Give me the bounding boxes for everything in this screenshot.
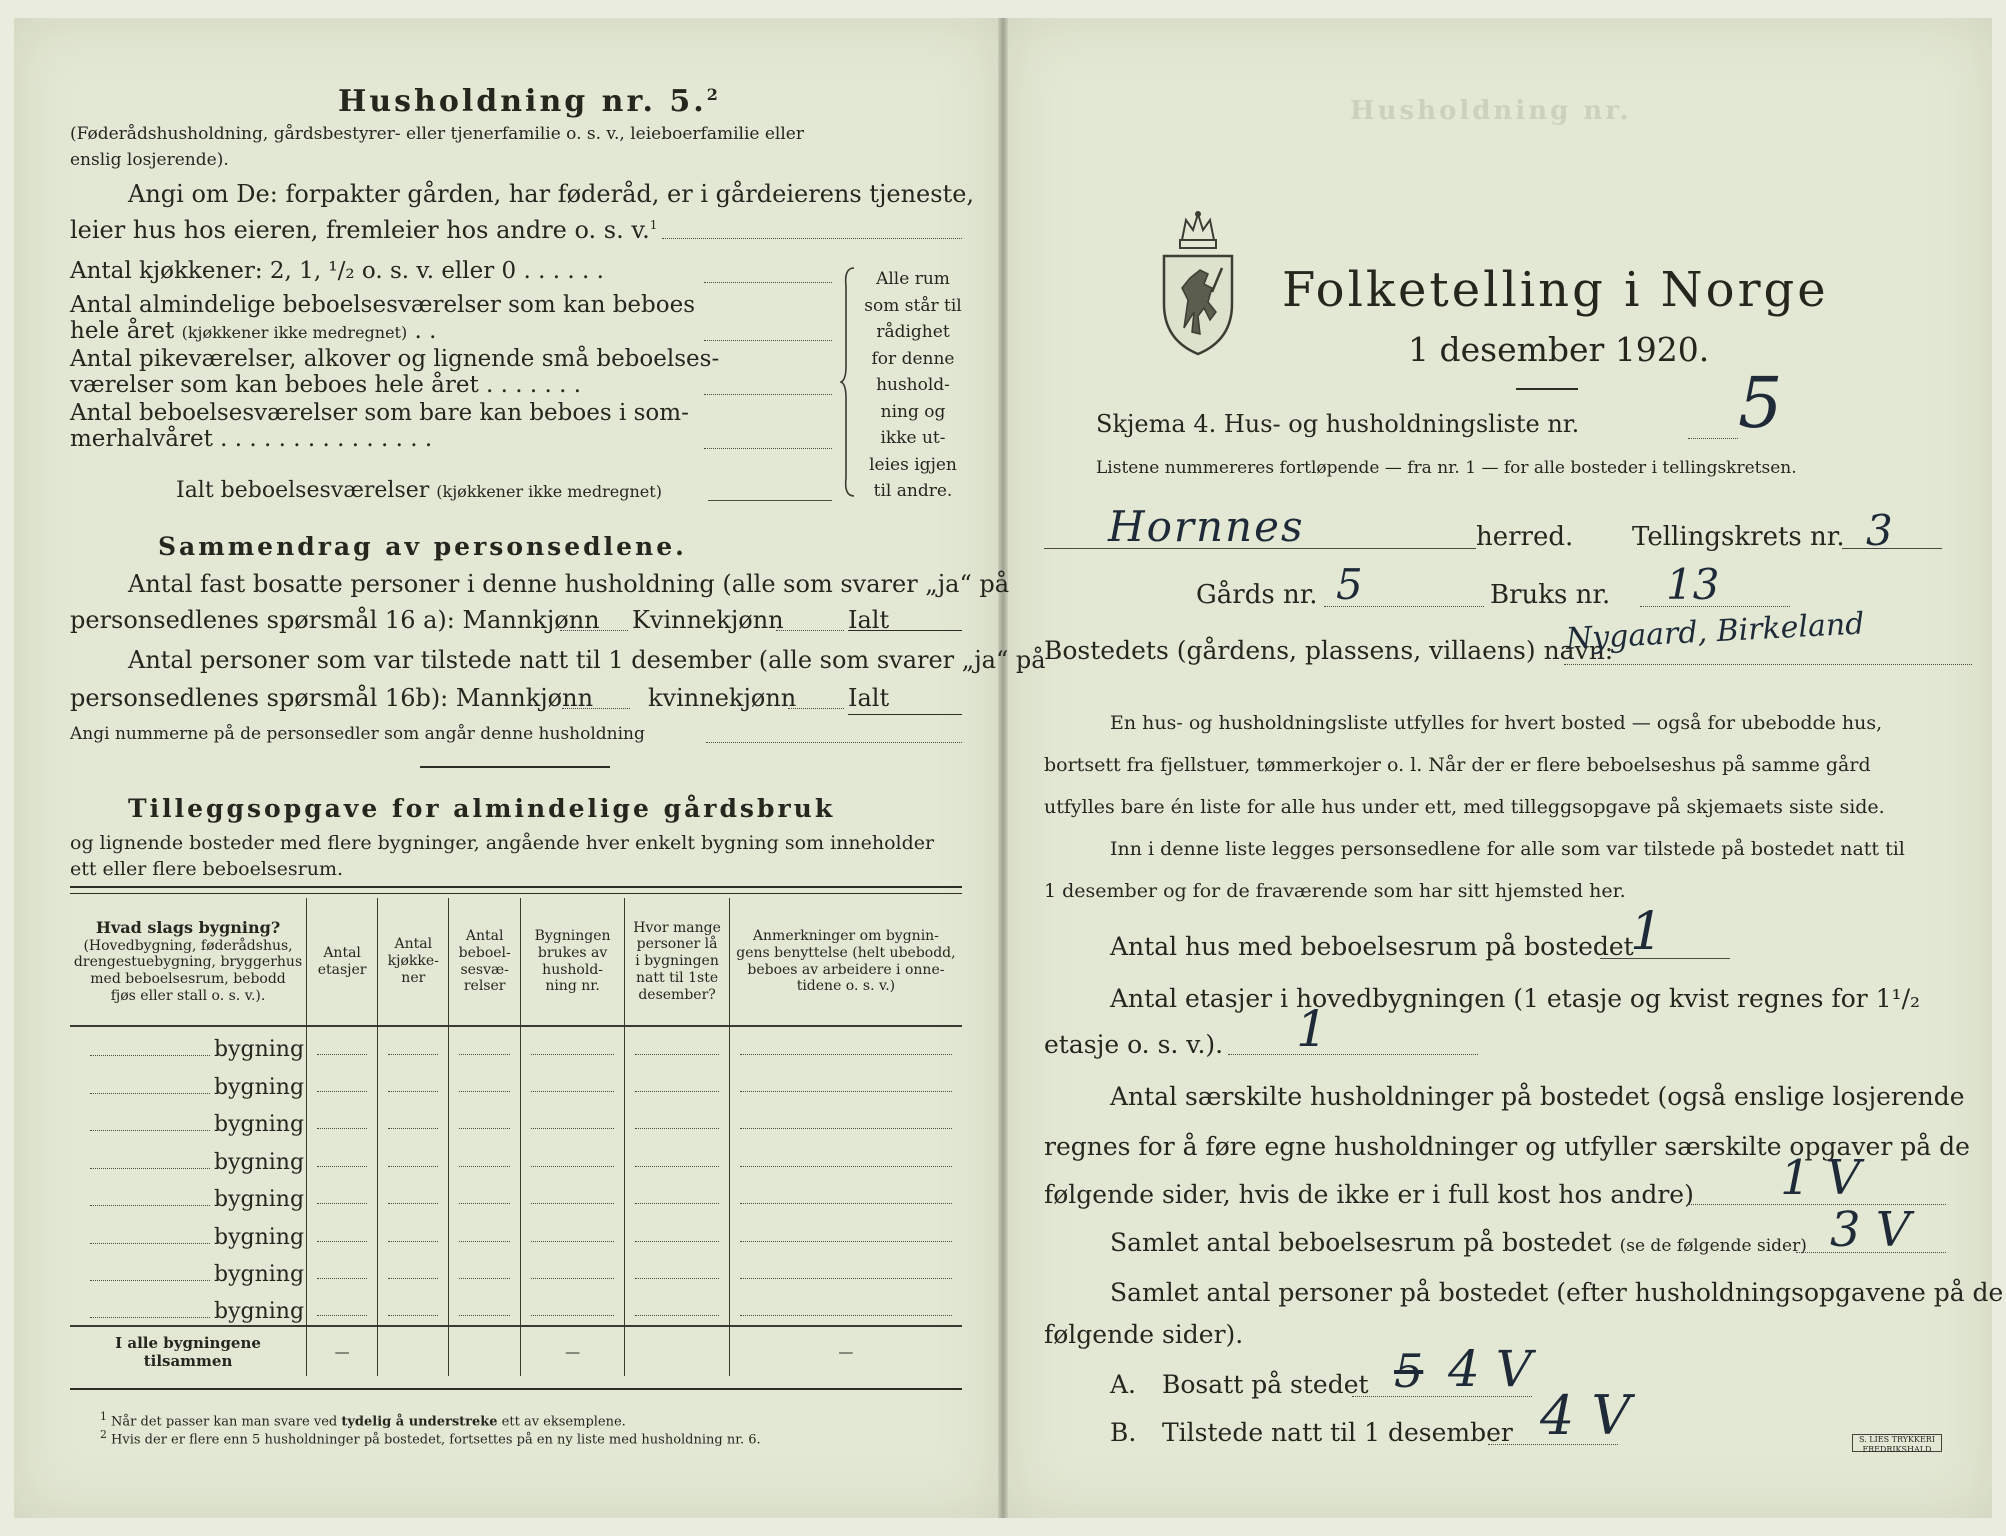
fast-mann-line[interactable] — [560, 630, 628, 631]
cell-answer-line[interactable] — [531, 1241, 614, 1242]
a-label: Bosatt på stedet — [1162, 1370, 1369, 1399]
header-text: Antal — [323, 944, 361, 961]
somm-label-1: Antal beboelsesværelser som bare kan beboes i som- — [70, 400, 689, 426]
cell-answer-line[interactable] — [459, 1166, 509, 1167]
numre-label: Angi nummerne på de personsedler som angår denne husholdning — [70, 724, 645, 744]
bruks-label: Bruks nr. — [1490, 580, 1611, 610]
skjema-label: Skjema 4. Hus- og husholdningsliste nr. — [1096, 410, 1580, 438]
gards-answer-line[interactable] — [1324, 606, 1484, 607]
header-text: ner — [401, 969, 426, 986]
header-text: brukes av — [537, 944, 608, 961]
b-value: 4 V — [1540, 1384, 1631, 1447]
table-row — [70, 1289, 962, 1327]
para1-line-3: utfylles bare én liste for alle hus under ett, med tilleggsopgave på skjemaets siste side. — [1044, 796, 1885, 818]
alm-answer-line[interactable] — [704, 340, 832, 341]
cell-answer-line[interactable] — [317, 1054, 367, 1055]
bygning-label: bygning — [214, 1224, 305, 1250]
table-cell[interactable] — [625, 1176, 730, 1214]
kjokkener-answer-line[interactable] — [704, 282, 832, 283]
table-cell[interactable] — [520, 1101, 624, 1139]
bygning-answer-line[interactable] — [90, 1317, 210, 1318]
table-header-cell — [520, 898, 624, 1026]
folketelling-date: 1 desember 1920. — [1408, 330, 1710, 369]
table-cell[interactable] — [625, 1101, 730, 1139]
bosted-label: Bostedets (gårdens, plassens, villaens) navn: — [1044, 636, 1614, 665]
table-cell[interactable] — [729, 1064, 962, 1102]
bygning-answer-line[interactable] — [90, 1243, 210, 1244]
table-header-cell — [625, 898, 730, 1026]
total-dash: — — [520, 1326, 624, 1376]
side-note-line: for denne — [871, 348, 955, 369]
bygning-answer-line[interactable] — [90, 1055, 210, 1056]
cell-answer-line[interactable] — [740, 1054, 952, 1055]
cell-answer-line[interactable] — [740, 1203, 952, 1204]
para2-line-2: 1 desember og for de fraværende som har sitt hjemsted her. — [1044, 880, 1626, 902]
table-top-rule — [70, 886, 962, 888]
cell-answer-line[interactable] — [531, 1091, 614, 1092]
bygning-answer-line[interactable] — [90, 1168, 210, 1169]
bosted-answer-line[interactable] — [1564, 664, 1972, 665]
total-dash: — — [729, 1326, 962, 1376]
cell-answer-line[interactable] — [317, 1091, 367, 1092]
etasjer-line-1: Antal etasjer i hovedbygningen (1 etasje og kvist regnes for 1¹/₂ — [1110, 984, 1921, 1013]
cell-answer-line[interactable] — [317, 1315, 367, 1316]
pike-label-1: Antal pikeværelser, alkover og lignende små beboelses- — [70, 346, 720, 372]
folketelling-title: Folketelling i Norge — [1282, 262, 1829, 318]
fast-ialt-line[interactable] — [848, 630, 962, 631]
table-cell[interactable] — [729, 1026, 962, 1064]
cell-answer-line[interactable] — [459, 1315, 509, 1316]
cell-answer-line[interactable] — [388, 1128, 438, 1129]
skjema-answer-line[interactable] — [1688, 438, 1738, 439]
table-cell[interactable] — [378, 1251, 449, 1289]
cell-answer-line[interactable] — [635, 1203, 719, 1204]
table-row — [70, 1026, 962, 1064]
bygning-type-cell[interactable] — [70, 1101, 307, 1139]
samlet-rum-answer-line[interactable] — [1796, 1252, 1946, 1253]
header-text: relser — [463, 978, 506, 995]
herred-answer-line[interactable] — [1044, 548, 1476, 549]
etasjer-answer-line[interactable] — [1228, 1054, 1478, 1055]
table-cell[interactable] — [449, 1176, 520, 1214]
intro-line-1: (Føderådshusholdning, gårdsbestyrer- eller tjenerfamilie o. s. v., leieboerfamilie eller — [70, 124, 804, 144]
header-text: fjøs eller stall o. s. v.). — [110, 987, 266, 1004]
herred-label: herred. — [1476, 522, 1574, 552]
total-cell[interactable] — [378, 1326, 449, 1376]
tilst-line-2a: personsedlenes spørsmål 16b): Mannkjønn — [70, 684, 594, 712]
table-header-cell — [449, 898, 520, 1026]
etasjer-line-2: etasje o. s. v.). — [1044, 1030, 1224, 1059]
table-cell[interactable] — [625, 1251, 730, 1289]
cell-answer-line[interactable] — [317, 1128, 367, 1129]
somm-label-2: merhalvåret . . . . . . . . . . . . . . . — [70, 426, 433, 452]
table-row — [70, 1101, 962, 1139]
table-row — [70, 1214, 962, 1252]
table-cell[interactable] — [378, 1101, 449, 1139]
hus-value: 1 — [1630, 902, 1664, 962]
gards-value: 5 — [1336, 560, 1363, 609]
header-text: Anmerkninger om bygnin- — [752, 927, 939, 944]
angi-answer-line[interactable] — [662, 238, 962, 239]
bygning-label: bygning — [214, 1187, 305, 1213]
side-note-line: ikke ut- — [880, 428, 946, 448]
table-cell[interactable] — [449, 1139, 520, 1177]
somm-answer-line[interactable] — [704, 448, 832, 449]
header-text: beboel- — [458, 944, 511, 961]
cell-answer-line[interactable] — [388, 1091, 438, 1092]
bygning-answer-line[interactable] — [90, 1205, 210, 1206]
hus-label: Antal hus med beboelsesrum på bostedet — [1110, 932, 1634, 961]
table-row — [70, 1176, 962, 1214]
table-cell[interactable] — [307, 1101, 378, 1139]
bygning-type-cell[interactable] — [70, 1289, 307, 1327]
header-text: hushold- — [542, 961, 604, 978]
cell-answer-line[interactable] — [388, 1241, 438, 1242]
table-cell[interactable] — [378, 1289, 449, 1327]
table-cell[interactable] — [307, 1064, 378, 1102]
cell-answer-line[interactable] — [635, 1166, 719, 1167]
listene-note: Listene nummereres fortløpende — fra nr. 1 — for alle bosteder i tellingskretsen. — [1096, 458, 1797, 478]
side-note-brace — [840, 266, 858, 498]
sarsk-line-1: Antal særskilte husholdninger på bostedet (også enslige losjerende — [1110, 1082, 1965, 1111]
table-cell[interactable] — [449, 1251, 520, 1289]
table-cell[interactable] — [520, 1289, 624, 1327]
table-cell[interactable] — [449, 1026, 520, 1064]
cell-answer-line[interactable] — [531, 1315, 614, 1316]
bygning-label: bygning — [214, 1074, 305, 1100]
header-text: Antal — [465, 927, 504, 944]
cell-answer-line[interactable] — [459, 1128, 509, 1129]
samlet-rum-label: Samlet antal beboelsesrum på bostedet (se de følgende sider) — [1110, 1228, 1807, 1257]
a-value: 4 V — [1448, 1340, 1532, 1398]
numre-answer-line[interactable] — [706, 742, 962, 743]
printer-stamp: S. LIES TRYKKERI FREDRIKSHALD — [1852, 1434, 1942, 1452]
alm-label-1: Antal almindelige beboelsesværelser som kan beboes — [70, 292, 696, 318]
table-cell[interactable] — [307, 1176, 378, 1214]
bosted-value: Nygaard, Birkeland — [1565, 606, 1866, 657]
header-text: gens benyttelse (helt ubebodd, — [736, 944, 956, 961]
table-header-cell — [70, 898, 307, 1026]
table-cell[interactable] — [625, 1214, 730, 1252]
bygning-type-cell[interactable] — [70, 1214, 307, 1252]
header-text: kjøkke- — [387, 953, 439, 970]
cell-answer-line[interactable] — [740, 1315, 952, 1316]
cell-answer-line[interactable] — [388, 1278, 438, 1279]
tilst-line-2c: Ialt — [848, 684, 890, 712]
tilst-line-1: Antal personer som var tilstede natt til 1 desember (alle som svarer „ja“ på — [128, 646, 1046, 674]
fast-line-2b: Kvinnekjønn — [632, 606, 784, 634]
tellingskrets-label: Tellingskrets nr. — [1632, 522, 1845, 552]
fast-line-2c: Ialt — [848, 606, 890, 634]
table-cell[interactable] — [378, 1214, 449, 1252]
table-cell[interactable] — [625, 1064, 730, 1102]
table-cell[interactable] — [729, 1139, 962, 1177]
header-text: Bygningen — [534, 927, 611, 944]
a-letter: A. — [1110, 1370, 1137, 1399]
cell-answer-line[interactable] — [635, 1128, 719, 1129]
tilst-line-2b: kvinnekjønn — [648, 684, 797, 712]
header-text: med beboelsesrum, bebodd — [90, 971, 286, 988]
cell-answer-line[interactable] — [317, 1166, 367, 1167]
bygning-type-cell[interactable] — [70, 1251, 307, 1289]
header-text: etasjer — [317, 961, 367, 978]
kjokkener-label: Antal kjøkkener: 2, 1, ¹/₂ o. s. v. eller 0 . . . . . . — [70, 258, 604, 284]
skjema-value: 5 — [1738, 362, 1783, 444]
table-cell[interactable] — [307, 1251, 378, 1289]
bygning-type-cell[interactable] — [70, 1176, 307, 1214]
cell-answer-line[interactable] — [635, 1241, 719, 1242]
bygning-type-cell[interactable] — [70, 1026, 307, 1064]
header-text: sesvæ- — [460, 961, 509, 978]
cell-answer-line[interactable] — [531, 1278, 614, 1279]
bygning-label: bygning — [214, 1112, 305, 1138]
sarsk-line-2: regnes for å føre egne husholdninger og utfyller særskilte opgaver på de — [1044, 1132, 1970, 1161]
cell-answer-line[interactable] — [459, 1241, 509, 1242]
herred-value: Hornnes — [1108, 502, 1305, 551]
footnote-1: $^1$ Når det passer kan man svare ved tydelig å understreke ett av eksemplene. — [100, 1410, 626, 1430]
norway-coat-of-arms-icon — [1160, 208, 1236, 358]
tilst-mann-line[interactable] — [562, 708, 630, 709]
table-cell[interactable] — [449, 1064, 520, 1102]
table-cell[interactable] — [378, 1064, 449, 1102]
table-cell[interactable] — [520, 1176, 624, 1214]
para1-line-2: bortsett fra fjellstuer, tømmerkojer o. l. Når der er flere beboelseshus på samme gård — [1044, 754, 1871, 776]
table-top-rule-thin — [70, 893, 962, 894]
title-divider — [1516, 388, 1578, 390]
cell-answer-line[interactable] — [635, 1315, 719, 1316]
table-cell[interactable] — [307, 1289, 378, 1327]
cell-answer-line[interactable] — [388, 1054, 438, 1055]
footnote-2: $^2$ Hvis der er flere enn 5 husholdninger på bostedet, fortsettes på en ny liste med husholdning nr. 6. — [100, 1428, 761, 1448]
cell-answer-line[interactable] — [635, 1054, 719, 1055]
table-cell[interactable] — [449, 1101, 520, 1139]
header-text: tidene o. s. v.) — [796, 978, 896, 995]
cell-answer-line[interactable] — [635, 1278, 719, 1279]
table-cell[interactable] — [520, 1064, 624, 1102]
alm-label-2: hele året (kjøkkener ikke medregnet) . . — [70, 318, 437, 344]
bygning-table — [70, 898, 962, 1376]
bygning-type-cell[interactable] — [70, 1139, 307, 1177]
cell-answer-line[interactable] — [740, 1241, 952, 1242]
cell-answer-line[interactable] — [459, 1278, 509, 1279]
cell-answer-line[interactable] — [388, 1315, 438, 1316]
cell-answer-line[interactable] — [531, 1128, 614, 1129]
header-text: Hvad slags bygning? — [95, 918, 281, 938]
header-text: ning nr. — [545, 978, 600, 995]
tilst-kvinne-line[interactable] — [788, 708, 844, 709]
faded-bleed-through: Husholdning nr. — [1350, 96, 1632, 126]
section-divider — [420, 766, 610, 768]
cell-answer-line[interactable] — [635, 1091, 719, 1092]
a-answer-line[interactable] — [1352, 1396, 1532, 1397]
bygning-label: bygning — [214, 1149, 305, 1175]
header-text: drengestuebygning, bryggerhus — [73, 954, 303, 971]
cell-answer-line[interactable] — [740, 1166, 952, 1167]
table-cell[interactable] — [625, 1026, 730, 1064]
table-header-cell — [729, 898, 962, 1026]
cell-answer-line[interactable] — [740, 1091, 952, 1092]
cell-answer-line[interactable] — [740, 1128, 952, 1129]
fast-kvinne-line[interactable] — [776, 630, 844, 631]
table-cell[interactable] — [378, 1176, 449, 1214]
ialt-label: Ialt beboelsesværelser (kjøkkener ikke medregnet) — [176, 478, 662, 503]
side-note-line: ning og — [880, 401, 946, 422]
pike-answer-line[interactable] — [704, 394, 832, 395]
sammendrag-title: Sammendrag av personsedlene. — [158, 532, 687, 561]
pike-label-2: værelser som kan beboes hele året . . . . . . . — [70, 372, 582, 398]
etasjer-value: 1 — [1296, 1000, 1328, 1058]
cell-answer-line[interactable] — [317, 1203, 367, 1204]
table-cell[interactable] — [307, 1026, 378, 1064]
total-dash: — — [307, 1326, 378, 1376]
para1-line-1: En hus- og husholdningsliste utfylles for hvert bosted — også for ubebodde hus, — [1110, 712, 1883, 734]
table-cell[interactable] — [520, 1251, 624, 1289]
samlet-pers-line-2: følgende sider). — [1044, 1320, 1244, 1349]
table-header-row — [70, 898, 962, 1026]
table-cell[interactable] — [729, 1176, 962, 1214]
angi-line-1: Angi om De: forpakter gården, har føderåd, er i gårdeierens tjeneste, — [128, 180, 975, 208]
ialt-answer-line[interactable] — [708, 500, 832, 501]
table-cell[interactable] — [625, 1139, 730, 1177]
header-text: desember? — [638, 986, 716, 1003]
table-row — [70, 1251, 962, 1289]
page-fold — [998, 18, 1008, 1518]
table-cell[interactable] — [378, 1026, 449, 1064]
table-header-cell — [378, 898, 449, 1026]
side-note-line: Alle rum — [876, 269, 950, 289]
para2-line-1: Inn i denne liste legges personsedlene for alle som var tilstede på bostedet natt til — [1110, 838, 1905, 860]
cell-answer-line[interactable] — [531, 1166, 614, 1167]
bygning-answer-line[interactable] — [90, 1130, 210, 1131]
bruks-answer-line[interactable] — [1640, 606, 1790, 607]
table-cell[interactable] — [520, 1139, 624, 1177]
side-note-line: rådighet — [876, 322, 950, 342]
tillegg-line-2: ett eller flere beboelsesrum. — [70, 858, 344, 880]
bygning-label: bygning — [214, 1298, 305, 1324]
bygning-label: bygning — [214, 1037, 305, 1063]
table-bottom-rule — [70, 1388, 962, 1390]
cell-answer-line[interactable] — [459, 1203, 509, 1204]
b-label: Tilstede natt til 1 desember — [1162, 1418, 1513, 1447]
gards-label: Gårds nr. — [1196, 580, 1318, 610]
table-cell[interactable] — [729, 1251, 962, 1289]
a-struck-value: 5 — [1394, 1344, 1424, 1398]
tellingskrets-value: 3 — [1866, 506, 1893, 555]
angi-line-2: leier hus hos eieren, fremleier hos andre o. s. v.$^1$ — [70, 216, 658, 244]
samlet-rum-value: 3 V — [1830, 1202, 1911, 1258]
table-cell[interactable] — [520, 1214, 624, 1252]
header-text: beboes av arbeidere i onne- — [747, 961, 945, 978]
husholdning-title: Husholdning nr. 5.$^2$ — [338, 84, 721, 119]
table-cell[interactable] — [378, 1139, 449, 1177]
cell-answer-line[interactable] — [531, 1054, 614, 1055]
total-label: I alle bygningene tilsammen — [70, 1326, 307, 1376]
tilst-ialt-line[interactable] — [848, 714, 962, 715]
hus-answer-line[interactable] — [1600, 958, 1730, 959]
side-note-line: til andre. — [873, 481, 953, 501]
tillegg-line-1: og lignende bosteder med flere bygninger, angående hver enkelt bygning som inneholder — [70, 832, 935, 854]
table-cell[interactable] — [520, 1026, 624, 1064]
cell-answer-line[interactable] — [459, 1054, 509, 1055]
side-note — [858, 266, 968, 505]
table-total-row — [70, 1326, 962, 1376]
table-cell[interactable] — [729, 1289, 962, 1327]
table-cell[interactable] — [625, 1289, 730, 1327]
header-text: i bygningen — [635, 953, 719, 970]
cell-answer-line[interactable] — [388, 1203, 438, 1204]
tillegg-title: Tilleggsopgave for almindelige gårdsbruk — [128, 794, 836, 823]
header-text: personer lå — [636, 936, 718, 953]
side-note-line: hushold- — [876, 375, 950, 395]
cell-answer-line[interactable] — [740, 1278, 952, 1279]
table-row — [70, 1064, 962, 1102]
header-text: natt til 1ste — [636, 969, 719, 986]
cell-answer-line[interactable] — [317, 1241, 367, 1242]
bygning-type-cell[interactable] — [70, 1064, 307, 1102]
side-note-line: leies igjen — [869, 454, 957, 475]
bruks-value: 13 — [1666, 560, 1720, 609]
bygning-label: bygning — [214, 1262, 305, 1288]
tellingskrets-answer-line[interactable] — [1842, 548, 1942, 549]
table-cell[interactable] — [449, 1289, 520, 1327]
table-cell[interactable] — [307, 1214, 378, 1252]
table-cell[interactable] — [729, 1214, 962, 1252]
b-answer-line[interactable] — [1488, 1444, 1618, 1445]
cell-answer-line[interactable] — [531, 1203, 614, 1204]
cell-answer-line[interactable] — [388, 1166, 438, 1167]
b-letter: B. — [1110, 1418, 1137, 1447]
table-cell[interactable] — [307, 1139, 378, 1177]
header-text: (Hovedbygning, føderådshus, — [83, 937, 293, 954]
sarsk-line-3: følgende sider, hvis de ikke er i full kost hos andre) — [1044, 1180, 1694, 1209]
cell-answer-line[interactable] — [459, 1091, 509, 1092]
total-cell[interactable] — [449, 1326, 520, 1376]
table-cell[interactable] — [449, 1214, 520, 1252]
bygning-answer-line[interactable] — [90, 1093, 210, 1094]
sarsk-value: 1 V — [1780, 1150, 1861, 1206]
fast-line-1: Antal fast bosatte personer i denne husholdning (alle som svarer „ja“ på — [128, 570, 1010, 598]
cell-answer-line[interactable] — [317, 1278, 367, 1279]
total-cell[interactable] — [625, 1326, 730, 1376]
header-text: Hvor mange — [633, 919, 721, 936]
table-header-cell — [307, 898, 378, 1026]
fast-line-2a: personsedlenes spørsmål 16 a): Mannkjønn — [70, 606, 600, 634]
side-note-line: som står til — [864, 295, 962, 316]
header-text: Antal — [394, 936, 433, 953]
table-cell[interactable] — [729, 1101, 962, 1139]
intro-line-2: enslig losjerende). — [70, 150, 229, 170]
bygning-answer-line[interactable] — [90, 1280, 210, 1281]
table-row — [70, 1139, 962, 1177]
samlet-pers-line-1: Samlet antal personer på bostedet (efter husholdningsopgavene på de — [1110, 1278, 2004, 1307]
